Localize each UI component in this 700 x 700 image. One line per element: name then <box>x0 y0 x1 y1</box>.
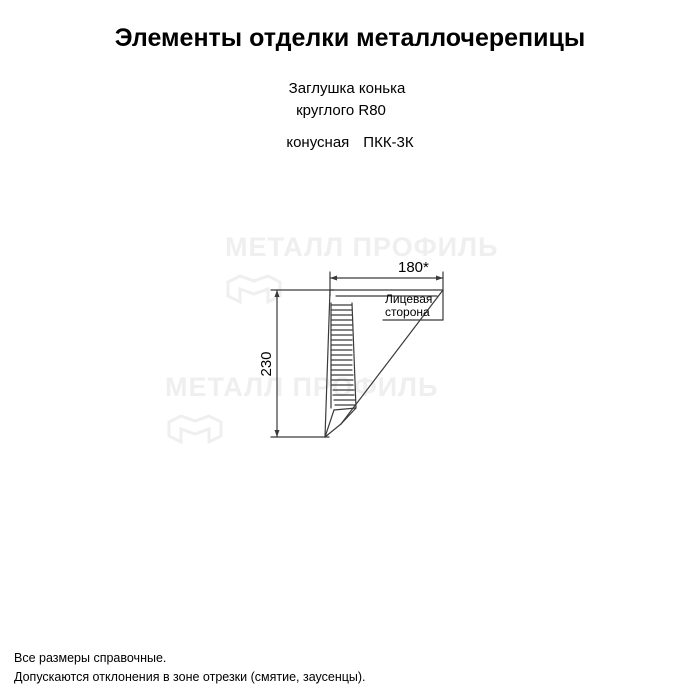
face-side-label-line2: сторона <box>385 305 430 319</box>
page-title: Элементы отделки металлочерепицы <box>114 24 586 52</box>
face-side-label-line1: Лицевая <box>385 292 433 306</box>
watermark-text-1: МЕТАЛЛ ПРОФИЛЬ <box>225 232 499 262</box>
watermark-text-2: МЕТАЛЛ ПРОФИЛЬ <box>165 372 439 402</box>
dimension-height-label: 230 <box>258 351 275 377</box>
dimension-width-label: 180* <box>398 259 429 276</box>
footer-note-1: Все размеры справочные. <box>14 651 167 665</box>
product-name-line1: Заглушка конька <box>288 80 406 97</box>
product-type: конусная <box>286 134 350 151</box>
footer-note-2: Допускаются отклонения в зоне отрезки (смятие, заусенцы). <box>14 670 366 684</box>
product-name-line2: круглого R80 <box>296 102 386 119</box>
product-code: ПКК-3К <box>363 134 414 151</box>
footer-notes <box>14 649 366 687</box>
